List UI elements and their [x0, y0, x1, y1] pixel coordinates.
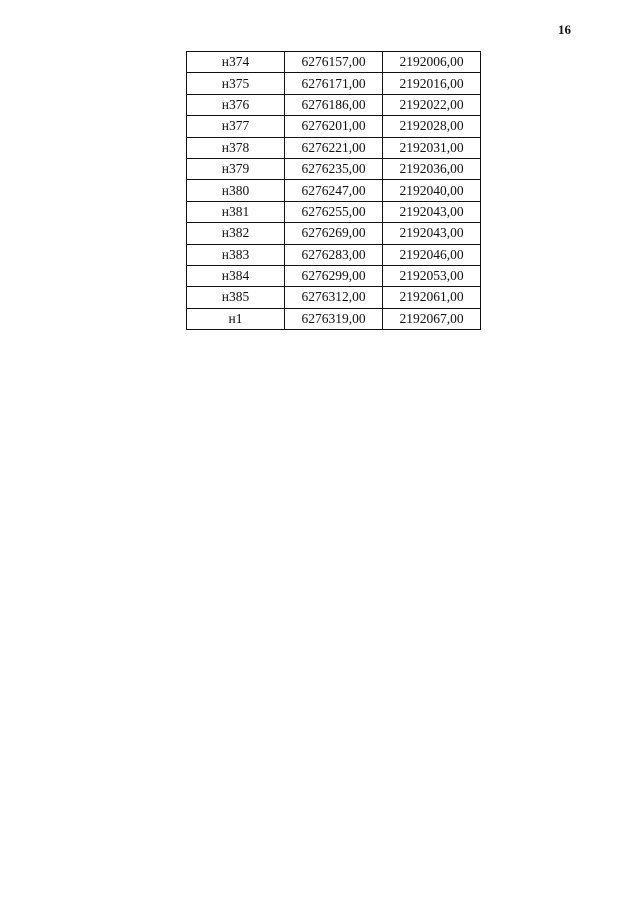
x-coordinate-cell: 6276235,00	[285, 158, 383, 179]
table-row	[187, 116, 481, 137]
table-row	[187, 308, 481, 329]
point-cell: н384	[187, 265, 285, 286]
x-coordinate-cell: 6276269,00	[285, 223, 383, 244]
x-coordinate-cell: 6276171,00	[285, 73, 383, 94]
point-cell: н382	[187, 223, 285, 244]
point-cell: н378	[187, 137, 285, 158]
point-cell: н381	[187, 201, 285, 222]
point-cell: н385	[187, 287, 285, 308]
point-cell: н376	[187, 94, 285, 115]
table-row	[187, 287, 481, 308]
y-coordinate-cell: 2192043,00	[383, 201, 481, 222]
table-row	[187, 223, 481, 244]
y-coordinate-cell: 2192061,00	[383, 287, 481, 308]
y-coordinate-cell: 2192036,00	[383, 158, 481, 179]
y-coordinate-cell: 2192067,00	[383, 308, 481, 329]
point-cell: н377	[187, 116, 285, 137]
table-row	[187, 94, 481, 115]
table-row	[187, 52, 481, 73]
coordinates-table	[186, 51, 481, 330]
y-coordinate-cell: 2192040,00	[383, 180, 481, 201]
y-coordinate-cell: 2192016,00	[383, 73, 481, 94]
table-row	[187, 73, 481, 94]
point-cell: н379	[187, 158, 285, 179]
x-coordinate-cell: 6276221,00	[285, 137, 383, 158]
x-coordinate-cell: 6276186,00	[285, 94, 383, 115]
y-coordinate-cell: 2192006,00	[383, 52, 481, 73]
point-cell: н383	[187, 244, 285, 265]
x-coordinate-cell: 6276319,00	[285, 308, 383, 329]
x-coordinate-cell: 6276312,00	[285, 287, 383, 308]
table-row	[187, 201, 481, 222]
y-coordinate-cell: 2192053,00	[383, 265, 481, 286]
x-coordinate-cell: 6276201,00	[285, 116, 383, 137]
table-row	[187, 158, 481, 179]
point-cell: н380	[187, 180, 285, 201]
point-cell: н1	[187, 308, 285, 329]
table-row	[187, 137, 481, 158]
table-row	[187, 244, 481, 265]
table-row	[187, 180, 481, 201]
y-coordinate-cell: 2192046,00	[383, 244, 481, 265]
x-coordinate-cell: 6276299,00	[285, 265, 383, 286]
y-coordinate-cell: 2192022,00	[383, 94, 481, 115]
y-coordinate-cell: 2192028,00	[383, 116, 481, 137]
point-cell: н374	[187, 52, 285, 73]
x-coordinate-cell: 6276255,00	[285, 201, 383, 222]
y-coordinate-cell: 2192031,00	[383, 137, 481, 158]
y-coordinate-cell: 2192043,00	[383, 223, 481, 244]
page-number: 16	[558, 22, 571, 37]
point-cell: н375	[187, 73, 285, 94]
x-coordinate-cell: 6276247,00	[285, 180, 383, 201]
table-row	[187, 265, 481, 286]
x-coordinate-cell: 6276283,00	[285, 244, 383, 265]
x-coordinate-cell: 6276157,00	[285, 52, 383, 73]
